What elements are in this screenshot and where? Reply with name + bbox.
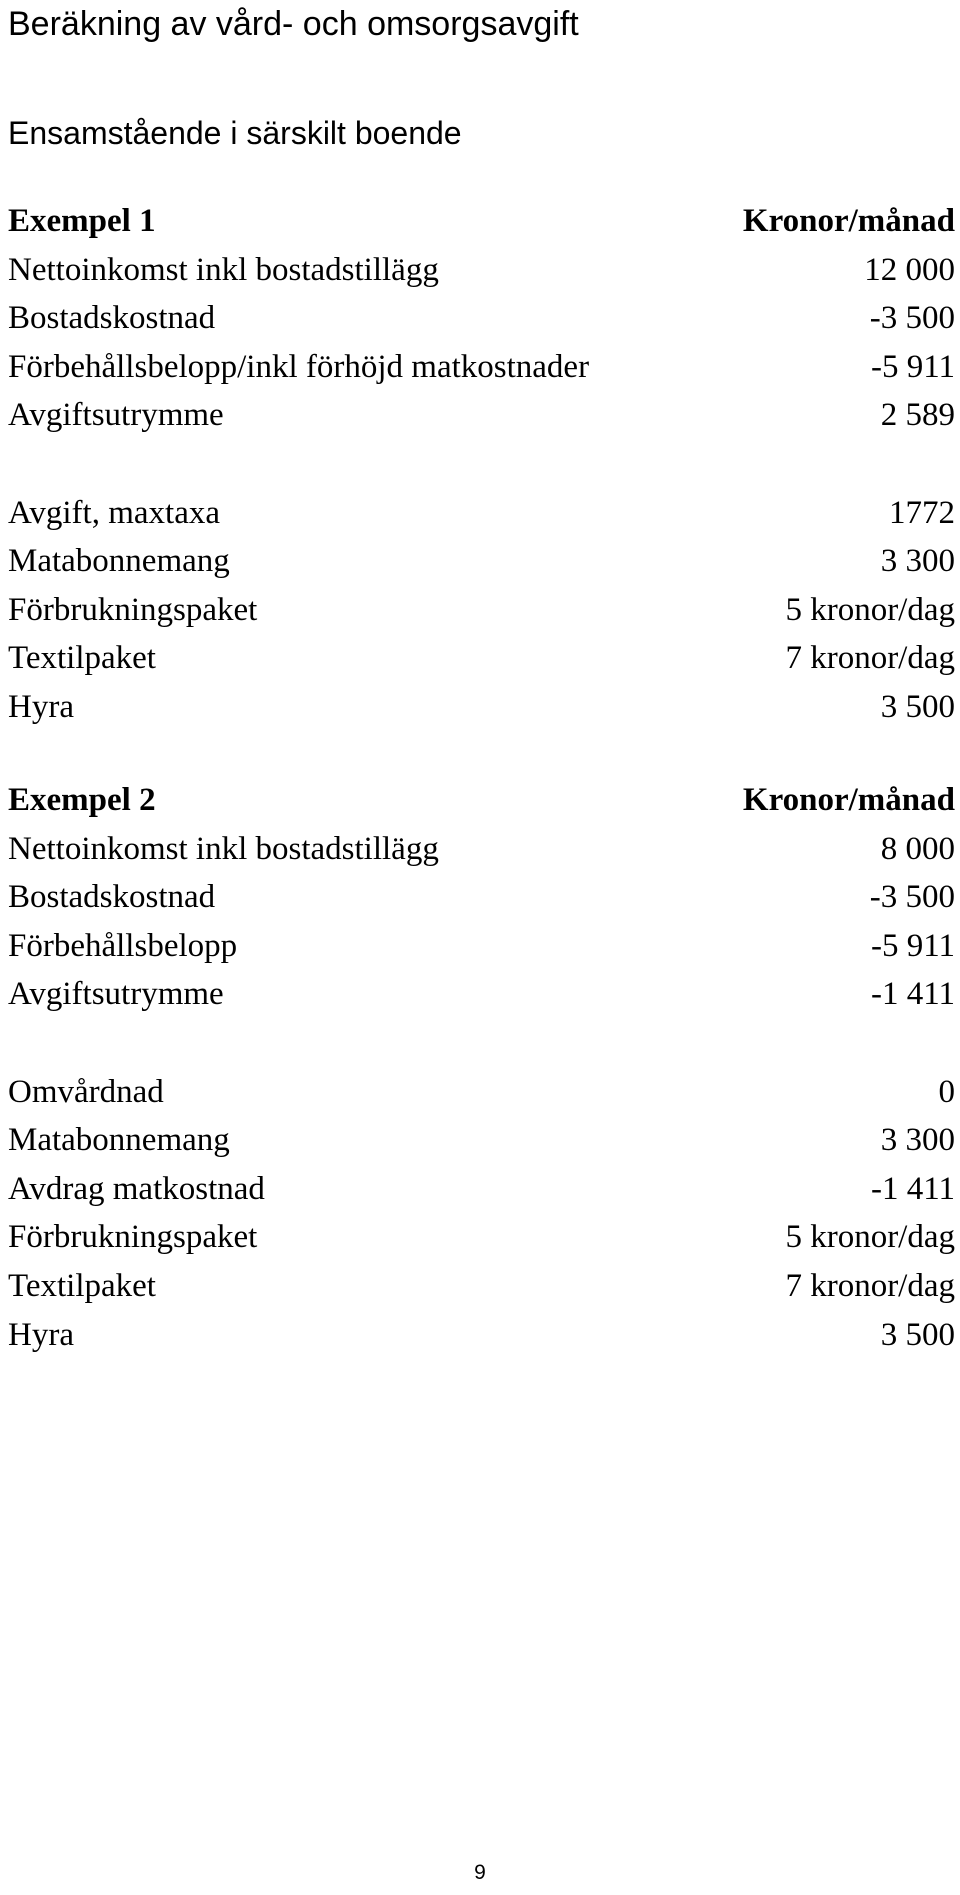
row-label: Avdrag matkostnad — [8, 1170, 265, 1207]
table-row — [8, 683, 955, 732]
row-label: Bostadskostnad — [8, 879, 216, 916]
page-subtitle: Ensamstående i särskilt boende — [8, 115, 462, 151]
row-label: Hyra — [8, 688, 74, 725]
row-label: Matabonnemang — [8, 1122, 230, 1159]
row-value: 3 500 — [880, 1316, 955, 1353]
spacer — [8, 440, 955, 489]
example-2-unit: Kronor/månad — [742, 782, 955, 818]
table-row — [8, 1213, 955, 1262]
row-value: 7 kronor/dag — [785, 640, 955, 677]
row-value: -1 411 — [870, 1170, 955, 1207]
row-value: -3 500 — [869, 300, 955, 337]
example-1-heading: Exempel 1 — [8, 203, 156, 239]
table-row — [8, 825, 955, 874]
example-1-unit: Kronor/månad — [742, 203, 955, 239]
example-2-table — [8, 776, 955, 1359]
row-value: -5 911 — [870, 927, 955, 964]
row-label: Omvårdnad — [8, 1073, 164, 1110]
row-value: 3 300 — [880, 1122, 955, 1159]
row-label: Textilpaket — [8, 640, 156, 677]
table-row — [8, 970, 955, 1019]
table-row — [8, 1311, 955, 1360]
row-value: 7 kronor/dag — [785, 1267, 955, 1304]
row-value: 5 kronor/dag — [785, 591, 955, 628]
table-row — [8, 1262, 955, 1311]
table-row — [8, 343, 955, 392]
row-value: 2 589 — [880, 397, 955, 434]
table-row — [8, 873, 955, 922]
row-value: 3 300 — [880, 543, 955, 580]
table-row — [8, 246, 955, 295]
row-label: Förbrukningspaket — [8, 1219, 258, 1256]
row-label: Avgift, maxtaxa — [8, 494, 220, 531]
table-row — [8, 1068, 955, 1117]
table-row — [8, 537, 955, 586]
example-1-header-row — [8, 197, 955, 246]
table-row — [8, 391, 955, 440]
row-label: Nettoinkomst inkl bostadstillägg — [8, 251, 439, 288]
table-row — [8, 634, 955, 683]
row-label: Bostadskostnad — [8, 300, 216, 337]
table-row — [8, 922, 955, 971]
example-2-header-row — [8, 776, 955, 825]
row-value: 8 000 — [880, 830, 955, 867]
row-value: -1 411 — [870, 976, 955, 1013]
row-value: 1772 — [889, 494, 955, 531]
table-row — [8, 1165, 955, 1214]
table-row — [8, 586, 955, 635]
row-label: Förbehållsbelopp/inkl förhöjd matkostnader — [8, 348, 590, 385]
row-label: Nettoinkomst inkl bostadstillägg — [8, 830, 439, 867]
row-label: Avgiftsutrymme — [8, 976, 224, 1013]
row-value: -5 911 — [870, 348, 955, 385]
page-number: 9 — [474, 1861, 486, 1884]
row-value: 12 000 — [864, 251, 955, 288]
example-1-table — [8, 197, 955, 732]
row-value: 5 kronor/dag — [785, 1219, 955, 1256]
row-value: 3 500 — [880, 688, 955, 725]
table-row — [8, 1116, 955, 1165]
row-value: -3 500 — [869, 879, 955, 916]
row-label: Förbrukningspaket — [8, 591, 258, 628]
row-value: 0 — [938, 1073, 955, 1110]
row-label: Hyra — [8, 1316, 74, 1353]
page-title: Beräkning av vård- och omsorgsavgift — [8, 5, 579, 43]
table-row — [8, 294, 955, 343]
row-label: Matabonnemang — [8, 543, 230, 580]
spacer — [8, 1019, 955, 1068]
row-label: Förbehållsbelopp — [8, 927, 238, 964]
table-row — [8, 489, 955, 538]
row-label: Avgiftsutrymme — [8, 397, 224, 434]
example-2-heading: Exempel 2 — [8, 782, 156, 818]
row-label: Textilpaket — [8, 1267, 156, 1304]
